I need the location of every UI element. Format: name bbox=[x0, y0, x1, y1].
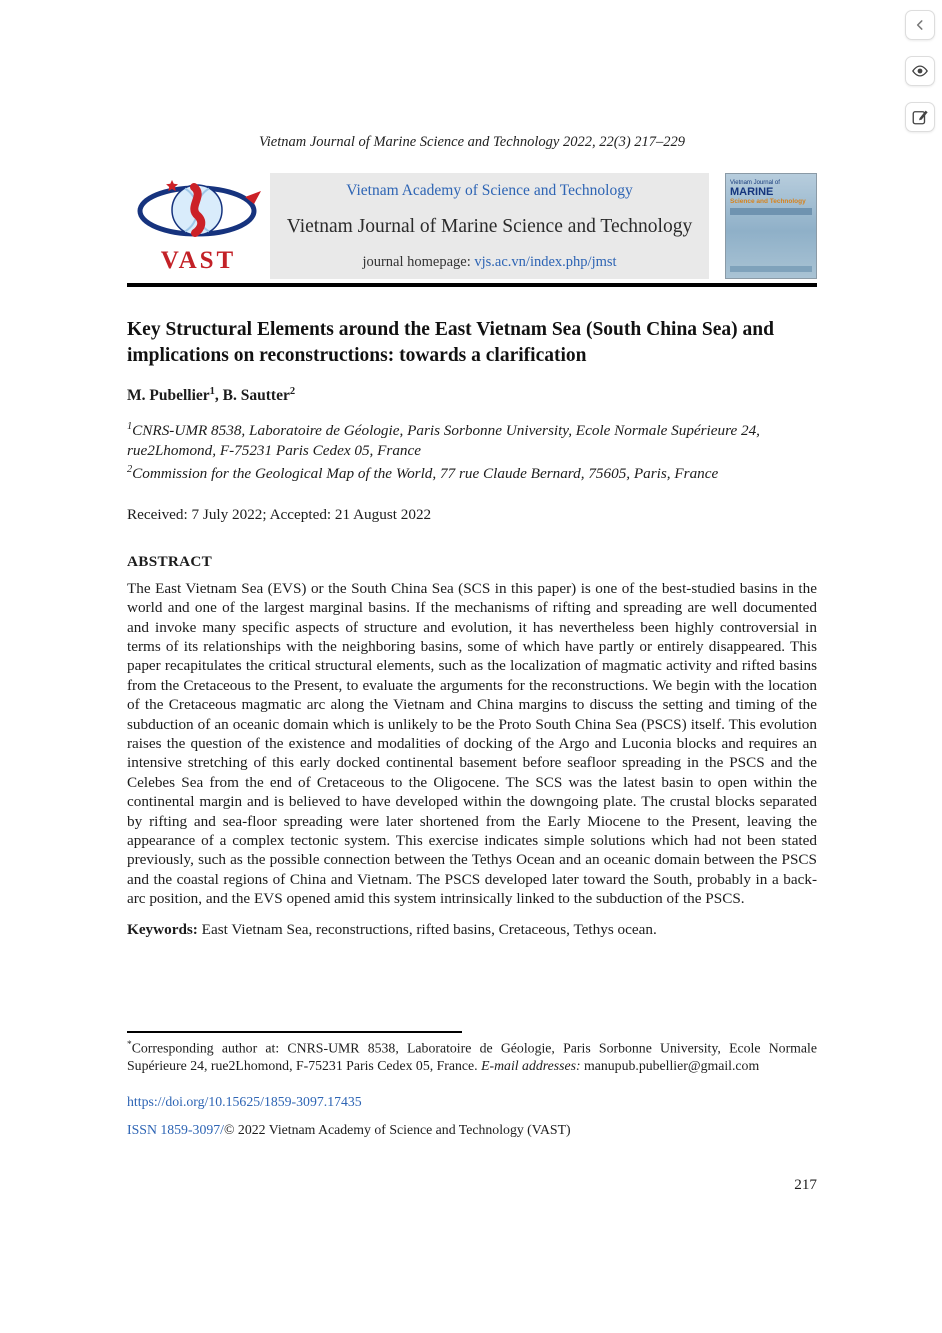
compose-note-icon bbox=[911, 108, 929, 126]
doi-link[interactable]: https://doi.org/10.15625/1859-3097.17435 bbox=[127, 1094, 362, 1110]
authors-line bbox=[127, 386, 817, 405]
eye-icon bbox=[911, 62, 929, 80]
cover-decoration bbox=[730, 266, 812, 272]
copyright-text: © 2022 Vietnam Academy of Science and Technology (VAST) bbox=[223, 1122, 571, 1138]
keywords-label: Keywords: bbox=[127, 920, 198, 938]
vast-logo-text: VAST bbox=[160, 247, 237, 274]
running-head: Vietnam Journal of Marine Science and Technology 2022, 22(3) 217–229 bbox=[258, 134, 686, 150]
issn-copyright-line bbox=[127, 1122, 817, 1138]
author-separator: , bbox=[214, 387, 223, 405]
journal-cover-thumbnail bbox=[725, 173, 817, 279]
affiliation-line bbox=[127, 417, 817, 460]
abstract-heading: ABSTRACT bbox=[127, 552, 213, 570]
author-name: M. Pubellier bbox=[127, 387, 210, 405]
author-affiliation-marker: 1 bbox=[209, 386, 215, 397]
keywords-line bbox=[127, 921, 817, 939]
footnote-divider bbox=[127, 1031, 462, 1033]
cover-decoration bbox=[730, 208, 812, 215]
article-title: Key Structural Elements around the East Vietnam Sea (South China Sea) and implications on reconstructions: towards a clarification bbox=[127, 319, 774, 366]
abstract-text: The East Vietnam Sea (EVS) or the South China Sea (SCS in this paper) is one of the best-studied basins in the world and one of the largest marginal basins. If the mechanisms of rifting and spreading are well documented and invoke many specific aspects of structure and evolution, it has nevertheless been highly controversial in terms of its relationships with the neighboring basins, some of which have partly or entirely disappeared. This paper recapitulates the critical structural elements, such as the localization of magmatic activity and rifted basins from the Cretaceous to the Present, to evaluate the arguments for the reconstructions. We begin with the location of the Cretaceous magmatic arc along the Vietnam and China margins to discuss the setting and timing of the subduction of an oceanic domain which is unlikely to be the Proto South China Sea (PSCS) itself. This evolution raises the question of the existence and modalities of docking of the Argo and Luconia blocks and requires an intensive stretching of this early docked continental basement before seafloor spreading in the PSCS and the Celebes Sea from the end of Cretaceous to the Oligocene. The SCS was the latest basin to open within the continental margin and is believed to have developed within the downgoing plate. The crustal blocks separated by rifting and sea-floor spreading were later shortened from the Early Miocene to the Present, leaving the appearance of a complex tectonic system. This exercise indicates simple solutions which had not been stated previously, such as the possible connection between the Tethys Ocean and an oceanic domain between the PSCS and the coastal regions of China and Vietnam. The PSCS developed later toward the South, probably in a back-arc position, and the EVS opened amid this system intrinsically linked to the subduction of the PSCS. bbox=[127, 579, 817, 908]
vast-globe-icon bbox=[135, 179, 263, 246]
issn-link[interactable]: ISSN 1859-3097/ bbox=[127, 1122, 224, 1138]
cover-line-3: Science and Technology bbox=[730, 198, 806, 206]
received-accepted-dates: Received: 7 July 2022; Accepted: 21 August 2022 bbox=[127, 505, 432, 523]
journal-masthead bbox=[127, 173, 817, 279]
cover-line-2: MARINE bbox=[730, 186, 774, 198]
annotate-button[interactable] bbox=[905, 102, 935, 132]
affiliation-line bbox=[127, 460, 817, 484]
masthead-divider bbox=[127, 283, 817, 287]
preview-button[interactable] bbox=[905, 56, 935, 86]
academy-name: Vietnam Academy of Science and Technology bbox=[346, 182, 633, 199]
cover-line-1: Vietnam Journal of bbox=[730, 180, 780, 186]
email-address: manupub.pubellier@gmail.com bbox=[580, 1057, 760, 1073]
homepage-label: journal homepage: bbox=[362, 254, 475, 270]
corresponding-author-footnote bbox=[127, 1037, 817, 1075]
footnote-text: Corresponding author at: CNRS-UMR 8538, Laboratoire de Géologie, Paris Sorbonne University, Ecole Normale Supérieure 24, rue2Lhomond, F-75231 Paris Cedex 05, France. bbox=[127, 1040, 817, 1073]
affiliation-text: CNRS-UMR 8538, Laboratoire de Géologie, Paris Sorbonne University, Ecole Normale Supérieure 24, rue2Lhomond, F-75231 Paris Cedex 05, France bbox=[127, 422, 760, 459]
email-label: E-mail addresses: bbox=[481, 1057, 581, 1073]
collapse-panel-button[interactable] bbox=[905, 10, 935, 40]
affiliations bbox=[127, 417, 817, 484]
affiliation-marker: 2 bbox=[127, 464, 133, 476]
journal-name: Vietnam Journal of Marine Science and Technology bbox=[286, 216, 693, 237]
viewer-controls bbox=[905, 10, 935, 132]
chevron-left-icon bbox=[913, 18, 927, 32]
author-name: B. Sautter bbox=[222, 387, 290, 405]
journal-homepage-line bbox=[276, 254, 703, 271]
author-affiliation-marker: 2 bbox=[289, 386, 296, 397]
keywords-text: East Vietnam Sea, reconstructions, rifted basins, Cretaceous, Tethys ocean. bbox=[197, 920, 657, 938]
journal-homepage-link[interactable]: vjs.ac.vn/index.php/jmst bbox=[474, 254, 617, 270]
footnote-marker: * bbox=[127, 1039, 132, 1050]
affiliation-text: Commission for the Geological Map of the World, 77 rue Claude Bernard, 75605, Paris, France bbox=[132, 465, 719, 483]
masthead-center bbox=[270, 173, 709, 279]
affiliation-marker: 1 bbox=[127, 421, 133, 433]
doi-line bbox=[127, 1094, 817, 1110]
page-number: 217 bbox=[794, 1176, 817, 1194]
vast-logo bbox=[127, 173, 270, 279]
